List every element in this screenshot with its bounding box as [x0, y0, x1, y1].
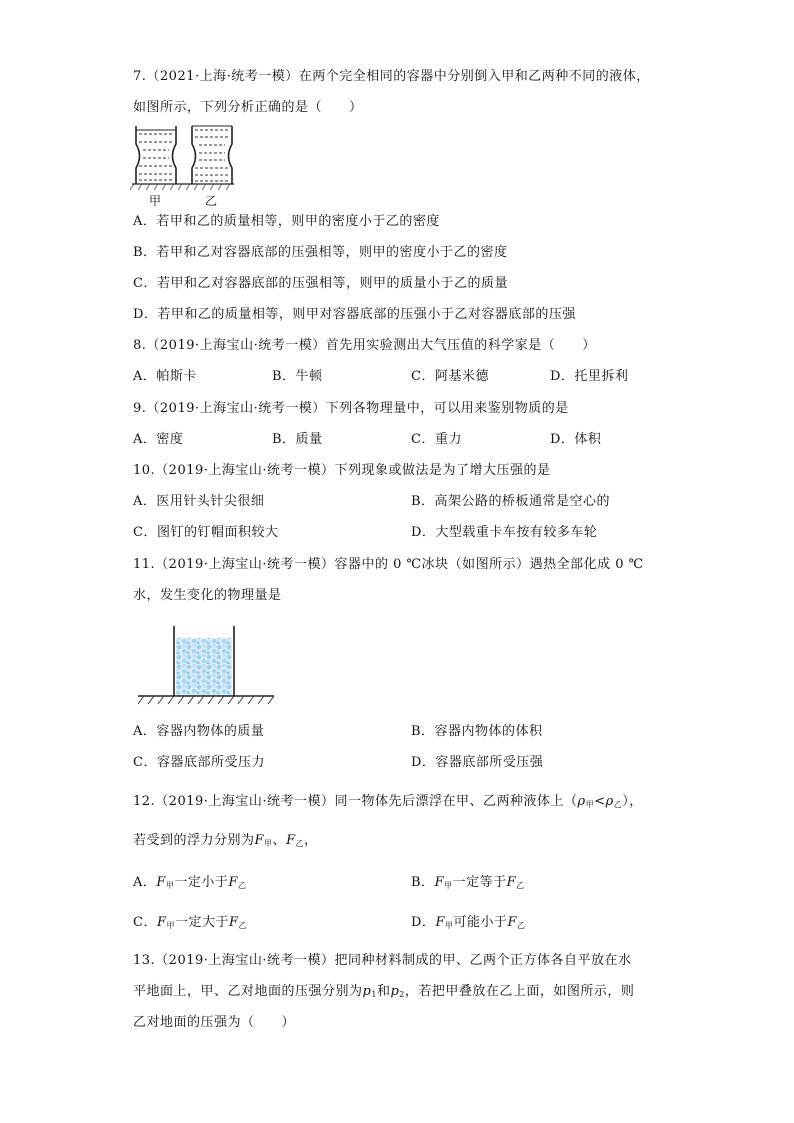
force-symbol: F [286, 833, 296, 848]
q10-option-a: A．医用针头针尖很细 [133, 494, 265, 509]
force-symbol: F [156, 875, 166, 890]
q9-stem: 9.（2019·上海宝山·统考一模）下列各物理量中，可以用来鉴别物质的是 [133, 401, 569, 416]
q8-option-a: A．帕斯卡 [133, 369, 197, 384]
q7-figure-label-jia: 甲 [149, 194, 162, 208]
force-symbol: F [228, 875, 238, 890]
q8-stem: 8.（2019·上海宝山·统考一模）首先用实验测出大气压值的科学家是（ ） [133, 338, 596, 353]
relation-text: 一定大于 [174, 915, 229, 930]
q12-option-d [411, 914, 526, 935]
q11-option-a: A．容器内物体的质量 [133, 724, 265, 739]
q10-option-c: C．图钉的钉帽面积较大 [133, 525, 279, 540]
subscript-yi: 乙 [613, 800, 623, 809]
pressure-symbol: p [362, 984, 372, 999]
q10-option-b: B．高架公路的桥板通常是空心的 [411, 494, 611, 509]
q11-option-c: C．容器底部所受压力 [133, 755, 265, 770]
subscript-jia: 甲 [444, 921, 454, 930]
relation-text: 一定等于 [452, 875, 507, 890]
q13-stem-line3: 乙对地面的压强为（ ） [133, 1015, 296, 1030]
subscript-jia: 甲 [165, 881, 175, 890]
q12-stem-text-a: 12.（2019·上海宝山·统考一模）同一物体先后漂浮在甲、乙两种液体上（ [133, 794, 578, 809]
force-symbol: F [229, 915, 239, 930]
q9-option-d: D．体积 [550, 432, 602, 447]
subscript-jia: 甲 [166, 921, 175, 930]
subscript-yi: 乙 [238, 921, 248, 930]
force-symbol: F [506, 875, 517, 890]
subscript-jia: 甲 [264, 839, 273, 848]
q12-stem2-text-b: ， [304, 833, 318, 848]
q7-option-b: B．若甲和乙对容器底部的压强相等，则甲的密度小于乙的密度 [133, 245, 508, 260]
q11-option-d: D．容器底部所受压强 [411, 755, 544, 770]
q12-option-b [411, 874, 525, 895]
q12-stem-line1 [133, 793, 643, 814]
q11-stem-line2: 水，发生变化的物理量是 [133, 588, 282, 603]
pressure-symbol: p [390, 984, 400, 999]
option-letter: C． [133, 915, 157, 930]
and-text: 和 [376, 984, 391, 999]
q12-stem-text-b: ）， [622, 794, 643, 809]
less-than-sign: < [594, 794, 606, 809]
q7-option-a: A．若甲和乙的质量相等，则甲的密度小于乙的密度 [133, 214, 440, 229]
q12-option-a [133, 874, 246, 895]
q9-option-c: C．重力 [411, 432, 462, 447]
force-symbol: F [435, 915, 445, 930]
option-letter: B． [411, 875, 435, 890]
q12-stem2-text-a: 若受到的浮力分别为 [133, 833, 255, 848]
q9-option-b: B．质量 [272, 432, 323, 447]
subscript-jia: 甲 [585, 800, 595, 809]
q7-figure-label-yi: 乙 [205, 194, 218, 208]
subscript-yi: 乙 [516, 881, 525, 890]
q9-option-a: A．密度 [133, 432, 184, 447]
q7-stem-line2: 如图所示，下列分析正确的是（ ） [133, 100, 363, 115]
subscript-yi: 乙 [237, 881, 247, 890]
force-symbol: F [434, 875, 445, 890]
q13-stem2-text-b: ，若把甲叠放在乙上面，如图所示，则 [404, 984, 635, 999]
subscript-yi: 乙 [295, 839, 305, 848]
q11-figure-ice-container [136, 624, 276, 706]
rho-symbol: ρ [605, 794, 614, 809]
subscript-1: 1 [371, 990, 377, 999]
q12-stem-line2 [133, 832, 318, 853]
option-letter: A． [133, 875, 157, 890]
q13-stem2-text-a: 平地面上，甲、乙对地面的压强分别为 [133, 984, 363, 999]
subscript-yi: 乙 [517, 921, 526, 930]
q7-figure-containers [130, 122, 240, 192]
relation-text: 一定小于 [174, 875, 229, 890]
q10-stem: 10.（2019·上海宝山·统考一模）下列现象或做法是为了增大压强的是 [133, 463, 551, 478]
rho-symbol: ρ [577, 794, 586, 809]
q11-option-b: B．容器内物体的体积 [411, 724, 543, 739]
q8-option-c: C．阿基米德 [411, 369, 489, 384]
subscript-2: 2 [399, 990, 405, 999]
option-letter: D． [411, 915, 436, 930]
q8-option-b: B．牛顿 [272, 369, 323, 384]
q7-option-c: C．若甲和乙对容器底部的压强相等，则甲的质量小于乙的质量 [133, 276, 508, 291]
q7-option-d: D．若甲和乙的质量相等，则甲对容器底部的压强小于乙对容器底部的压强 [133, 307, 576, 322]
q13-stem-line2 [133, 983, 634, 1004]
force-symbol: F [507, 915, 518, 930]
q10-option-d: D．大型载重卡车按有较多车轮 [411, 525, 598, 540]
force-symbol: F [254, 833, 265, 848]
force-symbol: F [156, 915, 167, 930]
q11-stem-line1: 11.（2019·上海宝山·统考一模）容器中的 0 ℃冰块（如图所示）遇热全部化成 0 ℃ [133, 557, 644, 572]
relation-text: 可能小于 [453, 915, 508, 930]
subscript-jia: 甲 [444, 881, 453, 890]
q8-option-d: D．托里拆利 [550, 369, 629, 384]
separator: 、 [272, 833, 287, 848]
q12-option-c [133, 914, 247, 935]
q7-stem-line1: 7.（2021·上海·统考一模）在两个完全相同的容器中分别倒入甲和乙两种不同的液体， [133, 69, 650, 84]
q13-stem-line1: 13.（2019·上海宝山·统考一模）把同种材料制成的甲、乙两个正方体各自平放在水 [133, 953, 632, 968]
